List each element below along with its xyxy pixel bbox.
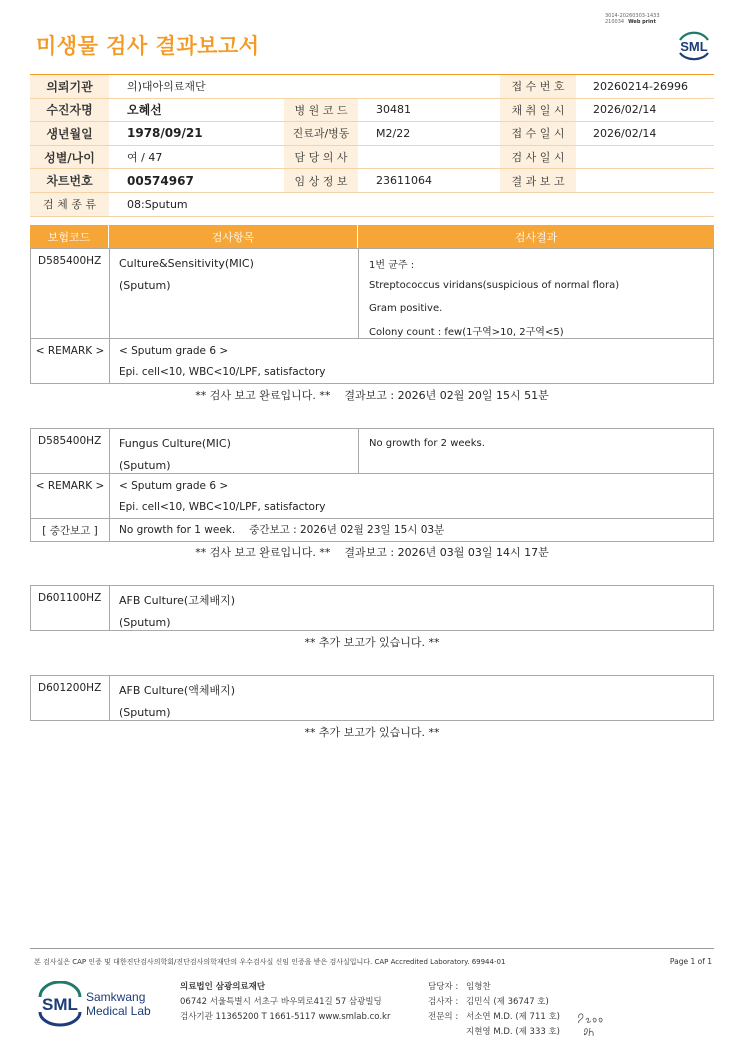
print-id-line2: 210034 — [605, 19, 625, 25]
staff-label: 담당자 : — [428, 982, 459, 992]
info-value: 30481 — [376, 103, 411, 117]
table-row — [31, 339, 713, 383]
interim-body — [110, 519, 715, 541]
info-label: 수진자명 — [30, 99, 109, 122]
accreditation-note: 본 검사실은 CAP 인증 및 대한진단검사의학회/진단검사의학재단의 우수검사실 신임 인증을 받은 검사실입니다. CAP Accredited Laboratory. 69944-01 — [34, 958, 506, 966]
interim-text: No growth for 1 week. — [119, 523, 236, 536]
print-id-line1: 3014-20260303-1433 — [605, 13, 660, 19]
info-value: 20260214-26996 — [593, 79, 688, 93]
print-id — [605, 13, 660, 25]
test-item-name: AFB Culture(액체배지) — [119, 684, 236, 698]
result-line: No growth for 2 weeks. — [369, 437, 485, 449]
company-info — [180, 980, 390, 1025]
additional-report-note: ** 추가 보고가 있습니다. ** — [304, 636, 440, 649]
company-name: 의료법인 삼광의료재단 — [180, 982, 266, 992]
patient-info-table — [30, 74, 714, 217]
insurance-code: D601200HZ — [31, 676, 110, 720]
insurance-code: D585400HZ — [31, 429, 110, 473]
info-value: 2026/02/14 — [593, 126, 657, 140]
remark-body — [110, 339, 715, 383]
report-complete-line — [30, 544, 714, 560]
staff-name: 서소연 M.D. (제 711 호) — [466, 1012, 561, 1022]
info-value: 2026/02/14 — [593, 103, 657, 117]
test-result — [359, 249, 715, 338]
table-row — [31, 519, 713, 541]
staff-label: 검사자 : — [428, 997, 459, 1007]
info-label: 진료과/병동 — [284, 122, 358, 145]
test-item-specimen: (Sputum) — [119, 616, 171, 630]
header-item: 검사항목 — [109, 225, 358, 248]
info-row — [30, 169, 714, 193]
test-result — [359, 429, 715, 473]
foot-logo-text: SML — [42, 995, 78, 1014]
staff-name: 지현영 M.D. (제 333 호) — [466, 1027, 561, 1037]
company-address: 06742 서울특별시 서초구 바우뫼로41길 57 삼광빌딩 — [180, 997, 382, 1007]
foot-logo-name1: Samkwang — [86, 990, 146, 1004]
test-item — [110, 429, 359, 473]
sml-logo-icon — [674, 27, 714, 63]
info-label: 접 수 번 호 — [500, 75, 576, 98]
info-row — [30, 193, 714, 217]
info-label: 담 당 의 사 — [284, 146, 358, 169]
table-row — [31, 429, 713, 474]
test-item — [110, 249, 359, 338]
info-label: 성별/나이 — [30, 146, 109, 169]
result-line: Streptococcus viridans(suspicious of normal flora) — [369, 280, 620, 292]
foot-logo-name2: Medical Lab — [86, 1004, 151, 1018]
additional-report-note: ** 추가 보고가 있습니다. ** — [304, 726, 440, 739]
test-item-specimen: (Sputum) — [119, 279, 171, 293]
info-value — [583, 146, 713, 169]
info-value — [366, 146, 496, 169]
result-block-afb-solid — [30, 585, 714, 631]
staff-label: 전문의 : — [428, 1012, 459, 1022]
complete-note: ** 검사 보고 완료입니다. ** — [195, 389, 331, 402]
interim-label: [ 중간보고 ] — [31, 519, 110, 541]
test-item — [110, 586, 715, 630]
info-value: 오혜선 — [127, 103, 162, 118]
header-code: 보험코드 — [30, 225, 109, 248]
info-value — [583, 169, 713, 192]
result-block-afb-liquid — [30, 675, 714, 721]
info-row — [30, 99, 714, 123]
result-line: Gram positive. — [369, 302, 443, 314]
info-value: 의)대아의료재단 — [127, 80, 206, 94]
report-time: 결과보고 : 2026년 02월 20일 15시 51분 — [344, 389, 549, 402]
test-item-name: Fungus Culture(MIC) — [119, 436, 231, 450]
table-row — [31, 586, 713, 630]
info-label: 차트번호 — [30, 169, 109, 192]
result-block-fungus — [30, 428, 714, 542]
table-row — [31, 249, 713, 339]
info-value: 00574967 — [127, 173, 194, 188]
info-label: 채 취 일 시 — [500, 99, 576, 122]
report-time: 결과보고 : 2026년 03월 03일 14시 17분 — [344, 546, 549, 559]
info-value: M2/22 — [376, 126, 411, 140]
result-block-culture — [30, 248, 714, 384]
remark-line: < Sputum grade 6 > — [119, 344, 229, 357]
test-item-name: AFB Culture(고체배지) — [119, 594, 236, 608]
remark-line: Epi. cell<10, WBC<10/LPF, satisfactory — [119, 501, 326, 514]
results-header — [30, 225, 714, 248]
remark-label: < REMARK > — [31, 474, 110, 518]
test-item-specimen: (Sputum) — [119, 706, 171, 720]
report-complete-line — [30, 387, 714, 403]
info-label: 결 과 보 고 — [500, 169, 576, 192]
test-item — [110, 676, 715, 720]
remark-line: < Sputum grade 6 > — [119, 479, 229, 492]
info-label: 검 사 일 시 — [500, 146, 576, 169]
header-result: 검사결과 — [514, 230, 558, 244]
info-label: 병 원 코 드 — [284, 99, 358, 122]
table-row — [31, 474, 713, 519]
complete-note: ** 검사 보고 완료입니다. ** — [195, 546, 331, 559]
web-print-label: Web print — [628, 19, 656, 25]
page-number: Page 1 of 1 — [669, 957, 712, 966]
info-value: 23611064 — [376, 174, 432, 188]
info-value: 1978/09/21 — [127, 126, 203, 141]
info-label: 접 수 일 시 — [500, 122, 576, 145]
remark-line: Epi. cell<10, WBC<10/LPF, satisfactory — [119, 366, 326, 379]
result-line: 1번 균주 : — [369, 259, 415, 271]
remark-body — [110, 474, 715, 518]
staff-name: 임형찬 — [466, 982, 491, 992]
test-item-specimen: (Sputum) — [119, 459, 171, 473]
info-label: 의뢰기관 — [30, 75, 109, 98]
info-row — [30, 146, 714, 170]
info-value: 08:Sputum — [127, 197, 188, 211]
table-row — [31, 676, 713, 720]
info-label: 검 체 종 류 — [30, 193, 109, 216]
footer-divider — [30, 948, 714, 949]
info-label: 임 상 정 보 — [284, 169, 358, 192]
info-value: 여 / 47 — [127, 151, 163, 165]
signature-icon — [575, 1008, 611, 1040]
interim-time: 중간보고 : 2026년 02월 23일 15시 03분 — [249, 524, 445, 536]
info-row — [30, 75, 714, 99]
samkwang-logo-icon — [38, 981, 158, 1027]
test-item-name: Culture&Sensitivity(MIC) — [119, 256, 254, 270]
insurance-code: D585400HZ — [31, 249, 110, 338]
company-contact: 검사기관 11365200 T 1661-5117 www.smlab.co.kr — [180, 1012, 391, 1022]
info-label: 생년월일 — [30, 122, 109, 145]
insurance-code: D601100HZ — [31, 586, 110, 630]
result-line: Colony count : few(1구역>10, 2구역<5) — [369, 327, 564, 339]
info-row — [30, 122, 714, 146]
logo-top-text: SML — [680, 39, 708, 54]
staff-name: 김민식 (제 36747 호) — [466, 997, 549, 1007]
page-title: 미생물 검사 결과보고서 — [36, 34, 260, 58]
staff-info — [428, 980, 560, 1040]
remark-label: < REMARK > — [31, 339, 110, 383]
